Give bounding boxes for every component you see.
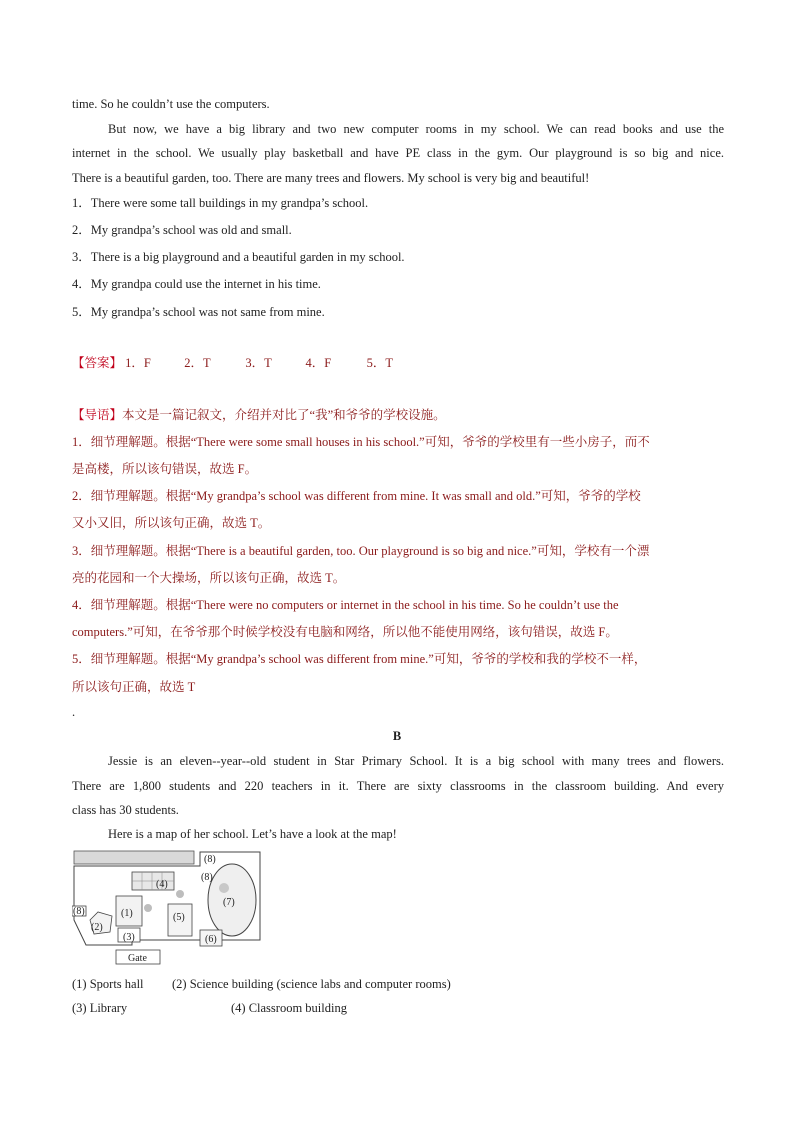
answer-item: 5．T [366,356,394,370]
question-4: 4．My grandpa could use the internet in his time. [72,277,321,291]
guide-line: 是高楼，所以该句错误，故选 F。 [72,462,258,476]
passage-line: internet in the school. We usually play basketball and have PE class in the gym. Our playground is so big and nice. [72,146,724,160]
guide-intro-text: 本文是一篇记叙文，介绍并对比了“我”和爷爷的学校设施。 [122,408,446,422]
guide-line: 5．细节理解题。根据“My grandpa’s school was different from mine.”可知，爷爷的学校和我的学校不一样， [72,652,647,666]
guide-line: 所以该句正确，故选 T [72,680,196,694]
map-top-strip [74,851,194,864]
passage-line: But now, we have a big library and two new computer rooms in my school. We can read books and use the [108,122,724,136]
question-5: 5．My grandpa’s school was not same from mine. [72,305,325,319]
school-map [72,850,264,966]
map-label-2: (2) [91,922,103,933]
guide-line: 2．细节理解题。根据“My grandpa’s school was different from mine. It was small and old.”可知，爷爷的学校 [72,489,641,503]
map-tree [176,890,184,898]
passage-line: class has 30 students. [72,803,179,817]
map-label-8: (8) [204,854,216,865]
guide-intro [72,407,724,423]
passage-line: Jessie is an eleven--year--old student in Star Primary School. It is a big school with many trees and flowers. [108,754,724,768]
guide-line: computers.”可知，在爷爷那个时候学校没有电脑和网络，所以他不能使用网络，该句错误，故选 F。 [72,625,618,639]
map-label-6: (6) [205,934,217,945]
map-label-3: (3) [123,932,135,943]
passage-line: Here is a map of her school. Let’s have a look at the map! [108,827,397,841]
legend-item: (1) Sports hall [72,977,144,991]
answer-item: 2．T [184,356,211,370]
guide-line: 亮的花园和一个大操场，所以该句正确，故选 T。 [72,571,346,585]
guide-dot: . [72,705,76,719]
guide-line: 1．细节理解题。根据“There were some small houses in his school.”可知，爷爷的学校里有一些小房子，而不 [72,435,650,449]
map-label-4: (4) [156,879,168,890]
question-1: 1．There were some tall buildings in my grandpa’s school. [72,196,369,210]
map-tree [219,883,229,893]
legend-item: (4) Classroom building [231,1001,347,1015]
map-gate-label: Gate [128,953,147,964]
map-label-5: (5) [173,912,185,923]
passage-line: time. So he couldn’t use the computers. [72,97,270,111]
answer-item: 4．F [305,356,332,370]
guide-line: 又小又旧，所以该句正确，故选 T。 [72,516,271,530]
map-label-8: (8) [201,872,213,883]
answer-item: 1．F [125,356,151,370]
map-tree [144,904,152,912]
question-2: 2．My grandpa’s school was old and small. [72,223,292,237]
passage-line: There is a beautiful garden, too. There are many trees and flowers. My school is very big and beautiful! [72,171,590,185]
answer-row [72,355,393,371]
answer-item: 3．T [245,356,272,370]
question-3: 3．There is a big playground and a beautiful garden in my school. [72,250,405,264]
map-label-1: (1) [121,908,133,919]
map-label-8: (8) [73,906,85,917]
guide-line: 3．细节理解题。根据“There is a beautiful garden, too. Our playground is so big and nice.”可知，学校有一个漂 [72,544,650,558]
legend-item: (2) Science building (science labs and computer rooms) [172,977,451,991]
section-heading: B [392,729,402,743]
legend-item: (3) Library [72,1001,128,1015]
guide-line: 4．细节理解题。根据“There were no computers or internet in the school in his time. So he couldn’t use the [72,598,619,612]
answer-label: 【答案】 [72,356,123,370]
passage-line: There are 1,800 students and 220 teachers in it. There are sixty classrooms in the classroom building. And every [72,779,724,793]
guide-label: 【导语】 [72,408,123,422]
map-label-7: (7) [223,897,235,908]
